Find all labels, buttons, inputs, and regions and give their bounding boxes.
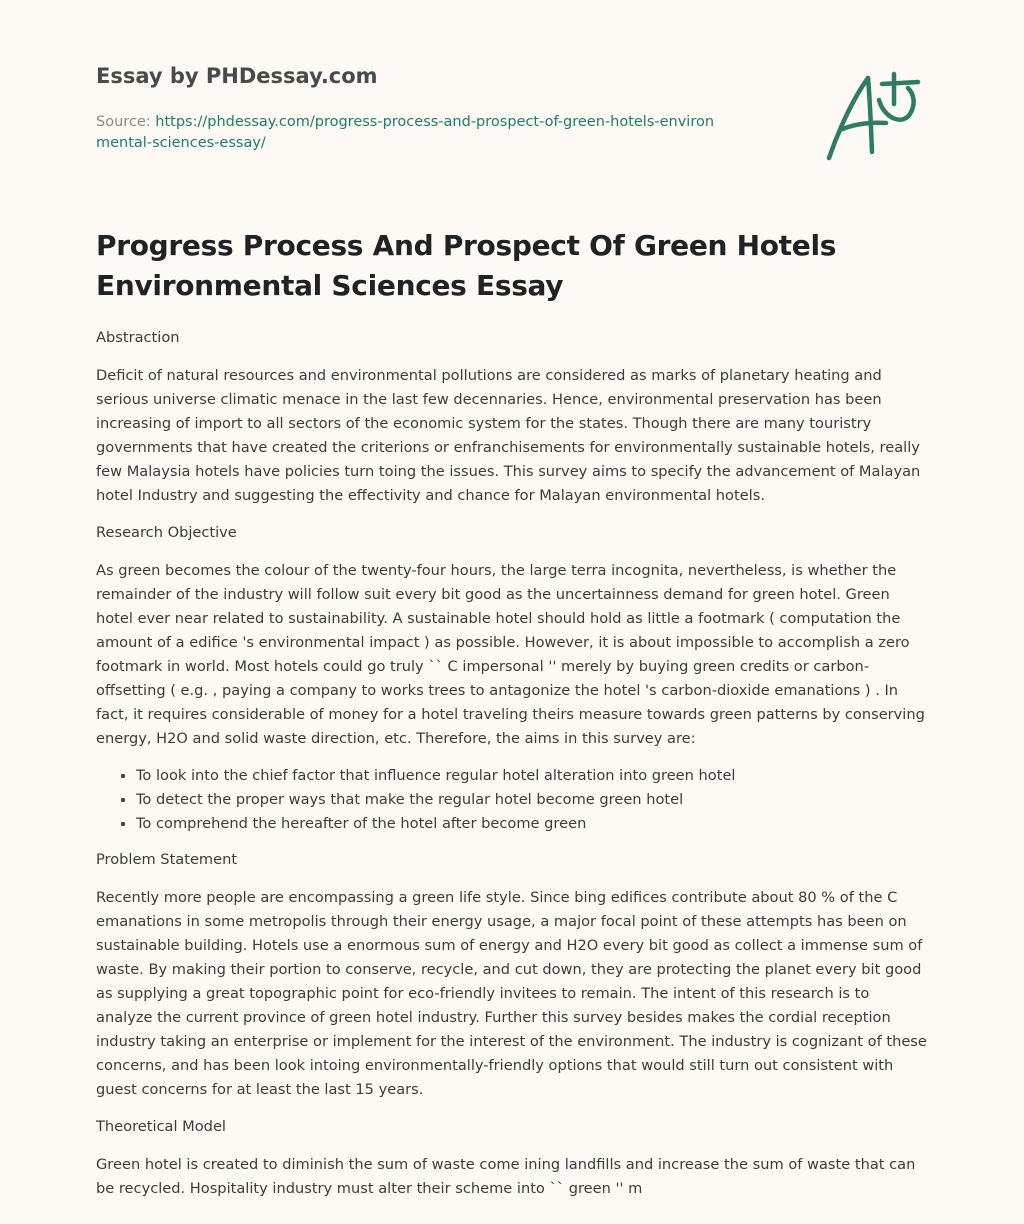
article-content <box>96 326 928 1214</box>
a-plus-logo <box>824 70 928 166</box>
list-item: • To detect the proper ways that make the regular hotel become green hotel <box>136 788 928 812</box>
source-line <box>96 112 716 154</box>
paragraph-abstraction: Deficit of natural resources and environmental pollutions are considered as marks of planetary heating and serious universe climatic menace in the last few decennaries. Hence, environmental preservation has been increasing of import to all sectors of the economic system for the states. Though there are many touristry governments that have created the criterions or enfranchisements for environmentally sustainable hotels, really few Malaysia hotels have policies turn toing the issues. This survey aims to specify the advancement of Malayan hotel Industry and suggesting the effectivity and chance for Malayan environmental hotels. <box>96 367 921 504</box>
list-item: • To comprehend the hereafter of the hotel after become green <box>136 812 928 836</box>
source-link[interactable]: https://phdessay.com/progress-process-and-prospect-of-green-hotels-environmental-sciences-essay/ <box>96 114 715 151</box>
section-heading-theoretical-model: Theoretical Model <box>96 1118 226 1135</box>
section-heading-abstraction: Abstraction <box>96 329 180 346</box>
paragraph-research-objective: As green becomes the colour of the twenty-four hours, the large terra incognita, nevertheless, is whether the remainder of the industry will follow suit every bit good as the uncertainness demand for green hotel. Green hotel ever near related to sustainability. A sustainable hotel should hold as little a footmark ( computation the amount of a edifice 's environmental impact ) as possible. However, it is about impossible to accomplish a zero footmark in world. Most hotels could go truly `` C impersonal '' merely by buying green credits or carbon-offsetting ( e.g. , paying a company to works trees to antagonize the hotel 's carbon-dioxide emanations ) . In fact, it requires considerable of money for a hotel traveling theirs measure towards green patterns by conserving energy, H2O and solid waste direction, etc. Therefore, the aims in this survey are: <box>96 562 925 747</box>
brand-name: Essay by PHDessay.com <box>96 64 378 88</box>
section-heading-problem-statement: Problem Statement <box>96 851 238 868</box>
article-title: Progress Process And Prospect Of Green Hotels Environmental Sciences Essay <box>96 229 837 302</box>
objectives-list <box>96 764 928 836</box>
source-label: Source: <box>96 114 156 130</box>
a-plus-logo-icon <box>824 70 928 166</box>
list-item: • To look into the chief factor that influence regular hotel alteration into green hotel <box>136 764 928 788</box>
paragraph-theoretical-model: Green hotel is created to diminish the sum of waste come ining landfills and increase the sum of waste that can be recycled. Hospitality industry must alter their scheme into `` green '' m <box>96 1156 916 1197</box>
section-heading-research-objective: Research Objective <box>96 524 237 541</box>
paragraph-problem-statement: Recently more people are encompassing a green life style. Since bing edifices contribute about 80 % of the C emanations in some metropolis through their energy usage, a major focal point of these attempts has been on sustainable building. Hotels use a enormous sum of energy and H2O every bit good as collect a immense sum of waste. By making their portion to conserve, recycle, and cut down, they are protecting the planet every bit good as supplying a great topographic point for eco-friendly invitees to remain. The intent of this research is to analyze the current province of green hotel industry. Further this survey besides makes the cordial reception industry taking an enterprise or implement for the interest of the environment. The industry is cognizant of these concerns, and has been look intoing environmentally-friendly options that would still turn out consistent with guest concerns for at least the last 15 years. <box>96 889 927 1098</box>
